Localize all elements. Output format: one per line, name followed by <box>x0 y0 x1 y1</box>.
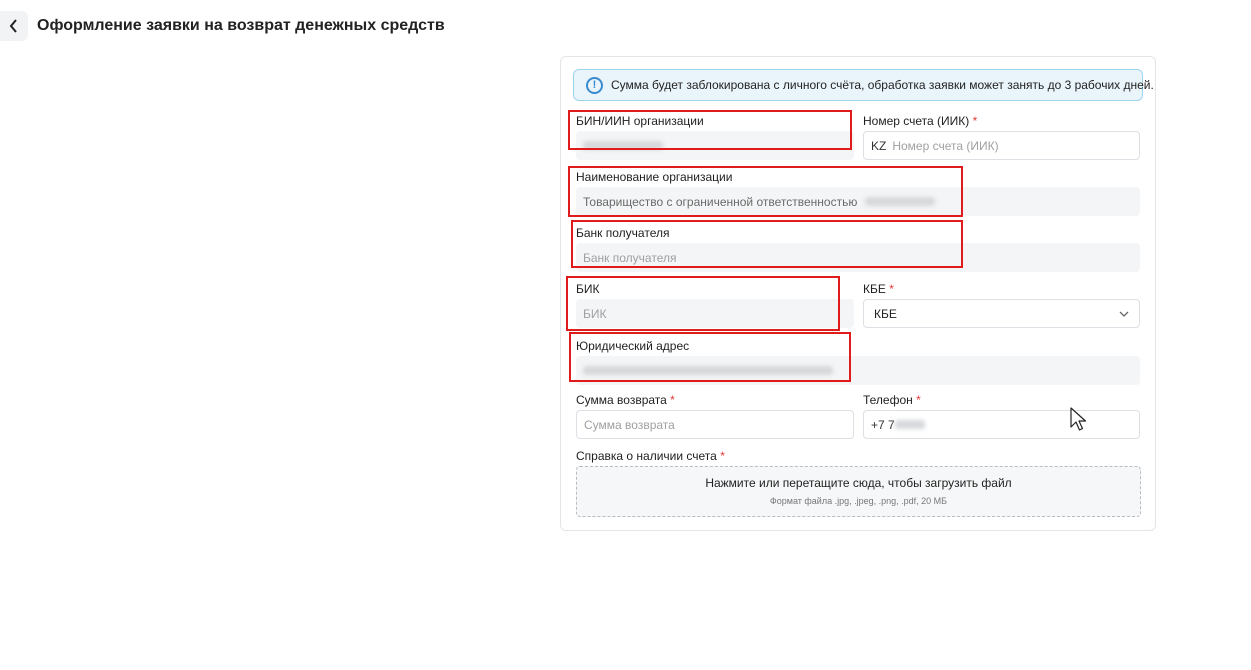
bank-label: Банк получателя <box>576 226 670 240</box>
address-label: Юридический адрес <box>576 339 690 353</box>
redacted-value <box>583 141 663 150</box>
certificate-label <box>576 449 725 463</box>
org-name-label: Наименование организации <box>576 170 733 184</box>
phone-value: +7 7 <box>871 417 895 432</box>
info-circle-icon: ! <box>586 77 603 94</box>
kbe-select[interactable] <box>863 299 1140 328</box>
account-placeholder: Номер счета (ИИК) <box>892 138 999 153</box>
bank-field <box>576 243 1140 272</box>
address-field <box>576 356 1140 385</box>
upload-format-hint: Формат файла .jpg, .jpeg, .png, .pdf, 20 МБ <box>769 496 948 506</box>
info-banner-text: Сумма будет заблокирована с личного счёта, обработка заявки может занять до 3 рабочих дней. <box>611 78 1154 92</box>
kbe-selected-value: КБЕ <box>874 306 897 321</box>
amount-label <box>576 393 675 407</box>
chevron-left-icon <box>9 19 19 33</box>
amount-input[interactable] <box>576 410 854 439</box>
phone-label <box>863 393 921 407</box>
bik-label: БИК <box>576 282 600 296</box>
kz-prefix: KZ <box>871 138 887 153</box>
phone-label-text: Телефон <box>863 393 913 407</box>
bik-placeholder: БИК <box>583 306 607 321</box>
redacted-value <box>583 366 833 375</box>
account-label-text: Номер счета (ИИК) <box>863 114 970 128</box>
account-input[interactable] <box>863 131 1140 160</box>
phone-input[interactable] <box>863 410 1140 439</box>
redacted-value <box>865 197 935 206</box>
mouse-cursor-icon <box>1070 407 1088 433</box>
required-mark: * <box>972 114 978 128</box>
file-upload-dropzone[interactable] <box>576 466 1141 517</box>
certificate-label-text: Справка о наличии счета <box>576 449 717 463</box>
bin-field <box>576 131 854 160</box>
back-button[interactable] <box>0 11 28 41</box>
org-name-field <box>576 187 1140 216</box>
refund-form-card <box>560 56 1156 531</box>
account-label <box>863 114 977 128</box>
required-mark: * <box>889 282 894 296</box>
required-mark: * <box>670 393 675 407</box>
required-mark: * <box>916 393 921 407</box>
amount-label-text: Сумма возврата <box>576 393 667 407</box>
required-mark: * <box>720 449 725 463</box>
org-name-value: Товарищество с ограниченной ответственностью <box>583 194 858 209</box>
bik-field <box>576 299 854 328</box>
kbe-label <box>863 282 894 296</box>
redacted-value <box>895 420 925 429</box>
kbe-label-text: КБЕ <box>863 282 886 296</box>
info-banner <box>573 69 1154 101</box>
chevron-down-icon <box>1119 311 1129 317</box>
bank-placeholder: Банк получателя <box>583 250 677 265</box>
page-title: Оформление заявки на возврат денежных средств <box>37 17 445 34</box>
upload-title: Нажмите или перетащите сюда, чтобы загрузить файл <box>705 476 1012 490</box>
bin-label: БИН/ИИН организации <box>576 114 704 128</box>
amount-placeholder: Сумма возврата <box>584 417 675 432</box>
